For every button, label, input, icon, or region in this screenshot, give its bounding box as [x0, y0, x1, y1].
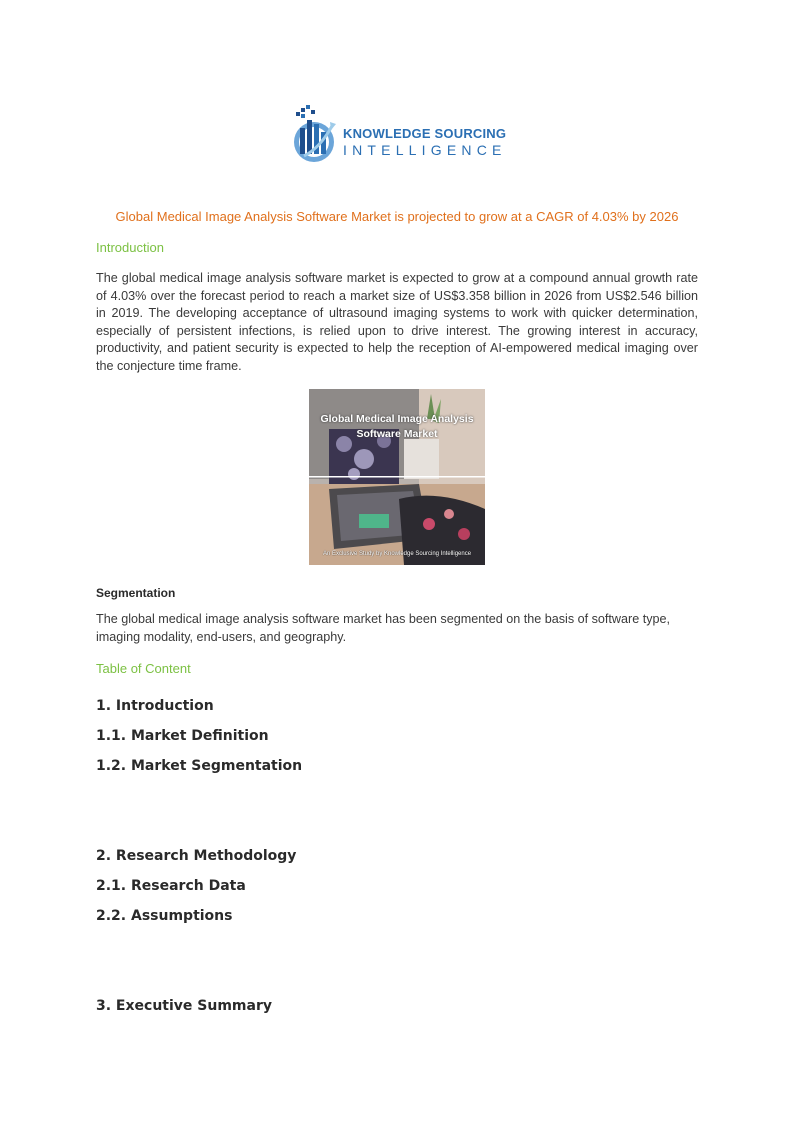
hero-caption: An Exclusive Study by Knowledge Sourcing Intelligence — [322, 551, 472, 557]
introduction-heading: Introduction — [96, 240, 164, 255]
segmentation-heading: Segmentation — [96, 586, 176, 600]
page-title: Global Medical Image Analysis Software Market is projected to grow at a CAGR of 4.03% by 2026 — [115, 209, 679, 224]
toc-heading: Table of Content — [96, 661, 191, 676]
toc-item-research-methodology: 2. Research Methodology — [96, 848, 297, 864]
introduction-text: The global medical image analysis software market is expected to grow at a compound annual growth rate of 4.03% over the forecast period to reach a market size of US$3.358 billion in 2026 from US$2.546 billion in 2019. The developing acceptance of ultrasound imaging systems to work with quicker determination, especially of persistent infections, is relied upon to drive interest. The growing interest in accuracy, productivity, and patient security is expected to help the reception of AI-empowered medical imaging over the conjecture time frame. — [96, 271, 698, 373]
segmentation-text: The global medical image analysis software market has been segmented on the basis of software type, imaging modality, end-users, and geography. — [96, 612, 671, 644]
bar-chart-globe-icon — [290, 104, 340, 166]
toc-item-introduction: 1. Introduction — [96, 698, 214, 714]
toc-item-assumptions: 2.2. Assumptions — [96, 908, 233, 924]
logo-text-line2: INTELLIGENCE — [343, 142, 507, 158]
company-logo — [290, 104, 510, 166]
logo-text-line1: KNOWLEDGE SOURCING — [343, 126, 507, 141]
toc-item-market-segmentation: 1.2. Market Segmentation — [96, 758, 303, 774]
hero-title-line1: Global Medical Image Analysis — [320, 413, 474, 425]
market-report-image — [309, 389, 485, 565]
toc-item-research-data: 2.1. Research Data — [96, 878, 246, 894]
toc-item-executive-summary: 3. Executive Summary — [96, 998, 272, 1014]
toc-item-market-definition: 1.1. Market Definition — [96, 728, 269, 744]
hero-title-line2: Software Market — [356, 428, 438, 440]
